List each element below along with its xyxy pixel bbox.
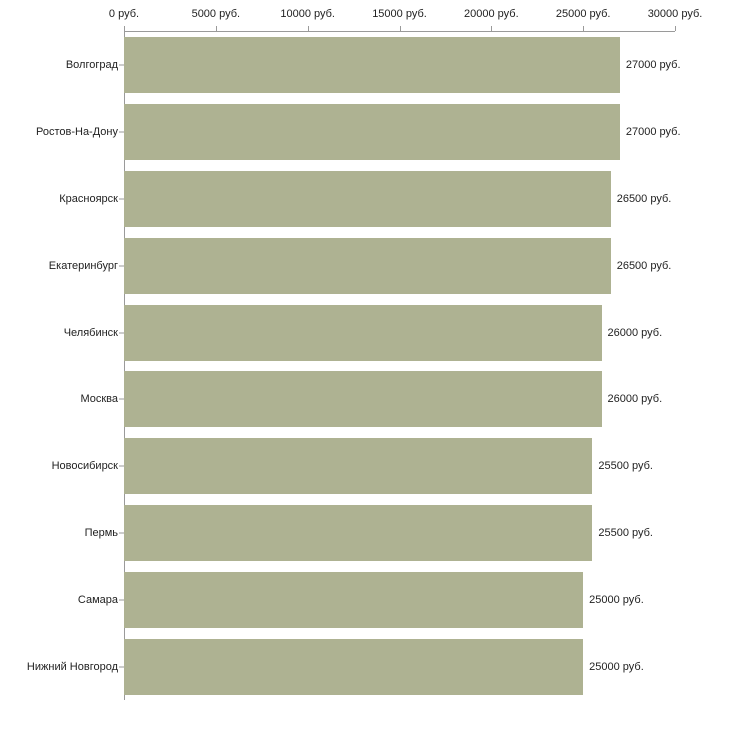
x-axis-tick-label: 30000 руб.: [647, 8, 703, 20]
y-axis-category-label: Пермь: [84, 527, 118, 539]
y-axis-tick-mark: [119, 399, 124, 400]
bar-row: [124, 639, 675, 695]
bar[interactable]: [124, 37, 620, 93]
y-axis-category-label: Москва: [80, 393, 118, 406]
plot-area: [124, 32, 681, 700]
x-axis-tick-label: 0 руб.: [108, 8, 140, 20]
bar-value-label: 26000 руб.: [607, 326, 663, 339]
bar[interactable]: [124, 639, 583, 695]
bar-value-label: 26500 руб.: [616, 193, 672, 205]
bar-row: [124, 438, 675, 494]
bar-value-label: 25000 руб.: [589, 593, 644, 606]
x-axis-tick-label: 5000 руб.: [191, 8, 241, 20]
y-axis-tick-mark: [119, 466, 124, 467]
bar-value-label: 25500 руб.: [598, 527, 653, 539]
y-axis-category-label: Екатеринбург: [48, 259, 118, 272]
y-axis-category-label: Челябинск: [63, 326, 118, 339]
y-axis-category-label: Ростов-На-Дону: [35, 126, 118, 139]
bar[interactable]: [124, 572, 583, 628]
y-axis-category-label: Новосибирск: [51, 460, 118, 473]
x-axis-tick-label: 10000 руб.: [280, 8, 335, 20]
y-axis-tick-mark: [119, 533, 124, 534]
bar-value-label: 25000 руб.: [589, 660, 644, 673]
bar-row: [124, 305, 675, 361]
bar-row: [124, 505, 675, 561]
y-axis-category-label: Волгоград: [65, 59, 118, 72]
bar-value-label: 25500 руб.: [598, 460, 653, 473]
bar-value-label: 26500 руб.: [616, 259, 672, 272]
y-axis-tick-mark: [119, 599, 124, 600]
y-axis-tick-mark: [119, 332, 124, 333]
x-axis-tick-label: 25000 руб.: [555, 8, 611, 20]
bar-row: [124, 371, 675, 427]
bar-row: [124, 572, 675, 628]
bar-row: [124, 104, 681, 160]
y-axis-tick-mark: [119, 65, 124, 66]
y-axis-category-label: Самара: [77, 593, 118, 606]
bar[interactable]: [124, 104, 620, 160]
bar[interactable]: [124, 238, 611, 294]
y-axis-category-label: Красноярск: [59, 193, 118, 205]
y-axis-category-label: Нижний Новгород: [26, 660, 118, 673]
y-axis-tick-mark: [119, 199, 124, 200]
bar-row: [124, 171, 675, 227]
bar[interactable]: [124, 371, 602, 427]
bar[interactable]: [124, 438, 592, 494]
bar-row: [124, 37, 681, 93]
bar-value-label: 27000 руб.: [625, 126, 681, 139]
x-axis-tick-label: 20000 руб.: [464, 8, 519, 20]
y-axis-tick-mark: [119, 265, 124, 266]
y-axis-tick-mark: [119, 666, 124, 667]
bar[interactable]: [124, 171, 611, 227]
y-axis-tick-mark: [119, 132, 124, 133]
bar[interactable]: [124, 305, 602, 361]
x-axis-top: [0, 0, 730, 32]
x-axis-tick-label: 15000 руб.: [372, 8, 427, 20]
x-axis-tick-mark: [675, 26, 676, 31]
bar[interactable]: [124, 505, 592, 561]
bar-value-label: 26000 руб.: [607, 393, 663, 406]
bar-value-label: 27000 руб.: [625, 59, 681, 72]
bar-row: [124, 238, 675, 294]
